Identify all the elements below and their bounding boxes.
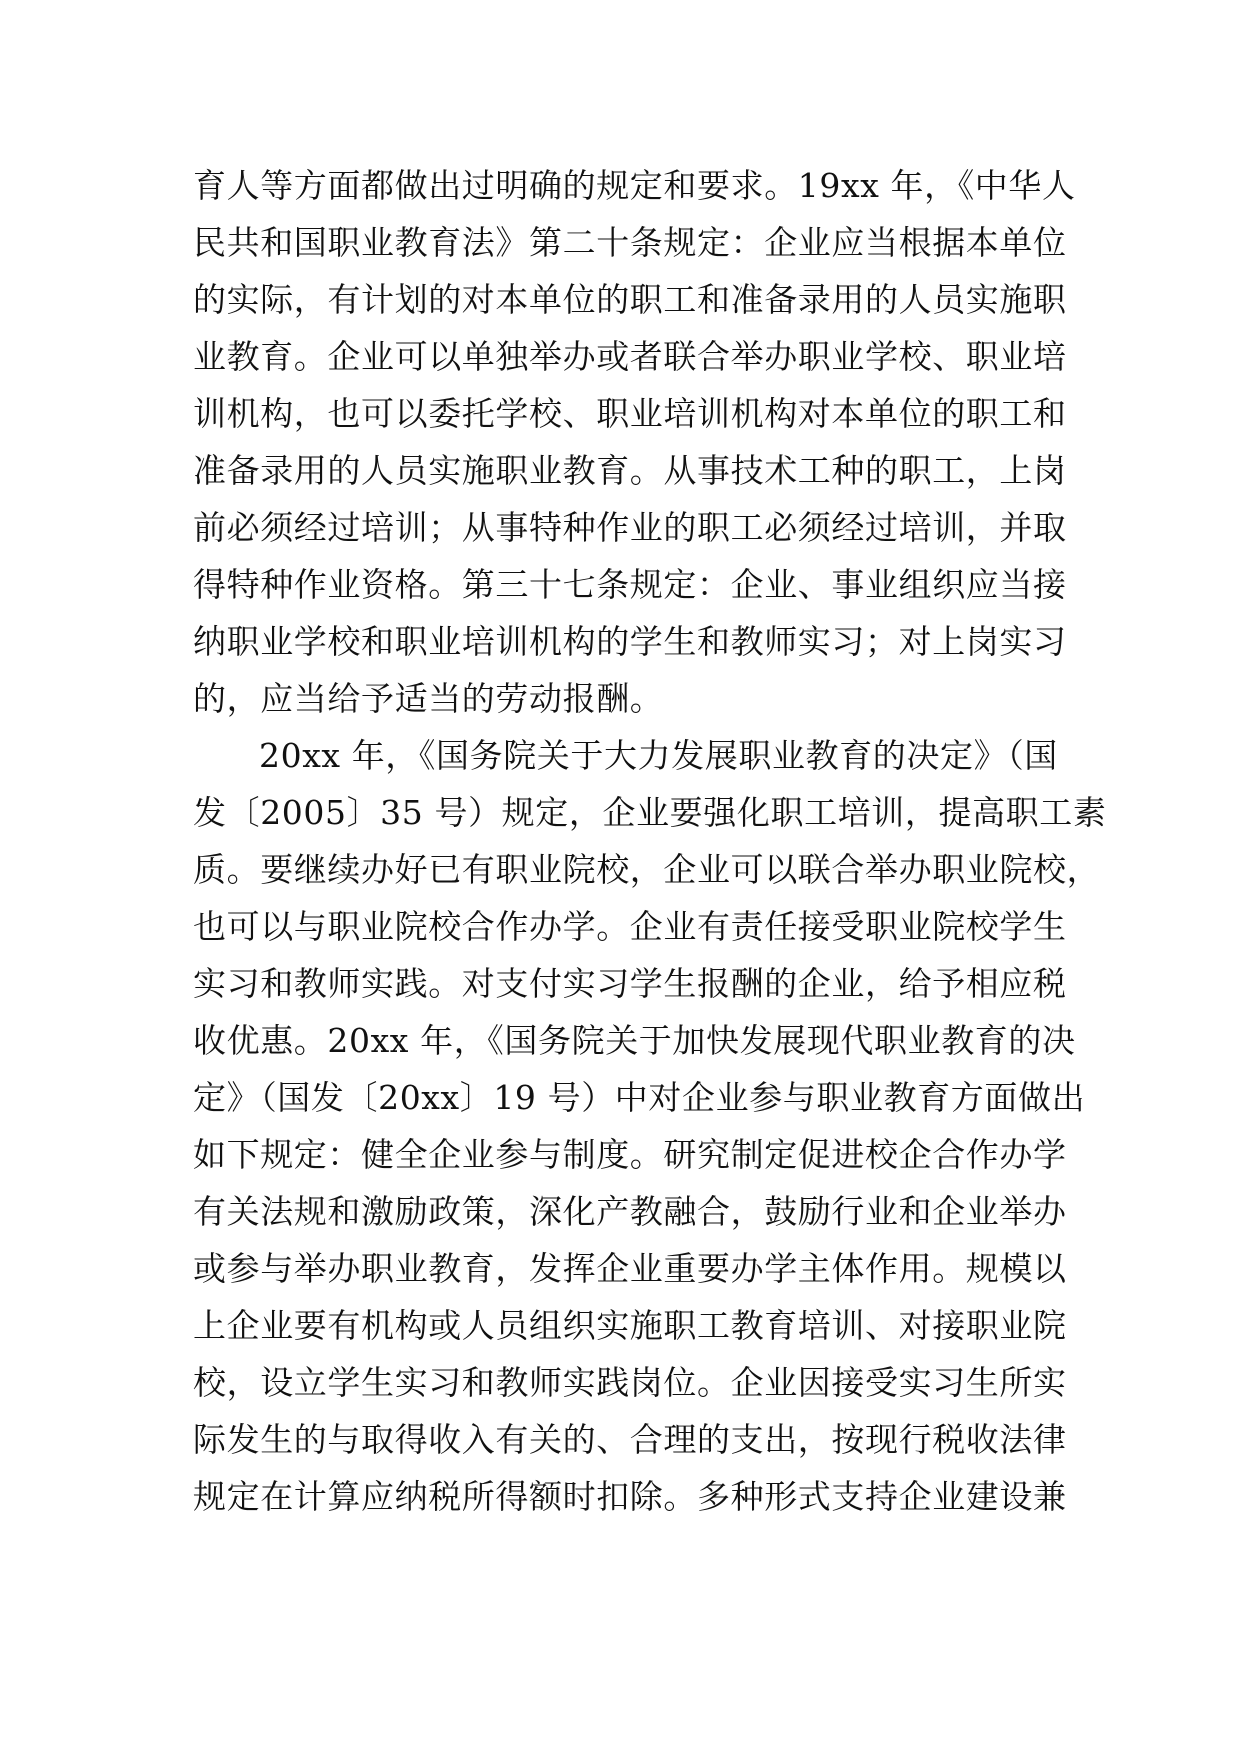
text-line: 纳职业学校和职业培训机构的学生和教师实习；对上岗实习 — [193, 622, 1067, 661]
text-line: 收优惠。20xx 年，《国务院关于加快发展现代职业教育的决 — [193, 1021, 1076, 1060]
text-line: 有关法规和激励政策，深化产教融合，鼓励行业和企业举办 — [193, 1192, 1067, 1231]
text-line: 上企业要有机构或人员组织实施职工教育培训、对接职业院 — [193, 1306, 1067, 1345]
text-line: 定》（国发〔20xx〕19 号）中对企业参与职业教育方面做出 — [193, 1078, 1086, 1117]
text-line: 或参与举办职业教育，发挥企业重要办学主体作用。规模以 — [193, 1249, 1067, 1288]
text-line: 质。要继续办好已有职业院校，企业可以联合举办职业院校， — [193, 850, 1101, 889]
text-line: 也可以与职业院校合作办学。企业有责任接受职业院校学生 — [193, 907, 1067, 946]
text-line: 实习和教师实践。对支付实习学生报酬的企业，给予相应税 — [193, 964, 1067, 1003]
text-line: 发〔2005〕35 号）规定，企业要强化职工培训，提高职工素 — [193, 793, 1107, 832]
text-line: 准备录用的人员实施职业教育。从事技术工种的职工，上岗 — [193, 451, 1067, 490]
text-line: 20xx 年，《国务院关于大力发展职业教育的决定》（国 — [259, 736, 1058, 775]
text-line: 规定在计算应纳税所得额时扣除。多种形式支持企业建设兼 — [193, 1477, 1067, 1516]
paragraph-1 — [193, 157, 1076, 727]
text-line: 校，设立学生实习和教师实践岗位。企业因接受实习生所实 — [193, 1363, 1067, 1402]
text-line: 的，应当给予适当的劳动报酬。 — [193, 679, 664, 718]
text-line: 育人等方面都做出过明确的规定和要求。19xx 年，《中华人 — [193, 166, 1076, 205]
text-line: 得特种作业资格。第三十七条规定：企业、事业组织应当接 — [193, 565, 1067, 604]
text-line: 业教育。企业可以单独举办或者联合举办职业学校、职业培 — [193, 337, 1067, 376]
paragraph-2 — [193, 727, 1107, 1525]
text-line: 前必须经过培训；从事特种作业的职工必须经过培训，并取 — [193, 508, 1067, 547]
text-line: 际发生的与取得收入有关的、合理的支出，按现行税收法律 — [193, 1420, 1067, 1459]
text-line: 的实际，有计划的对本单位的职工和准备录用的人员实施职 — [193, 280, 1067, 319]
text-line: 如下规定：健全企业参与制度。研究制定促进校企合作办学 — [193, 1135, 1067, 1174]
text-line: 民共和国职业教育法》第二十条规定：企业应当根据本单位 — [193, 223, 1067, 262]
body-text — [193, 157, 1107, 1525]
text-line: 训机构，也可以委托学校、职业培训机构对本单位的职工和 — [193, 394, 1067, 433]
